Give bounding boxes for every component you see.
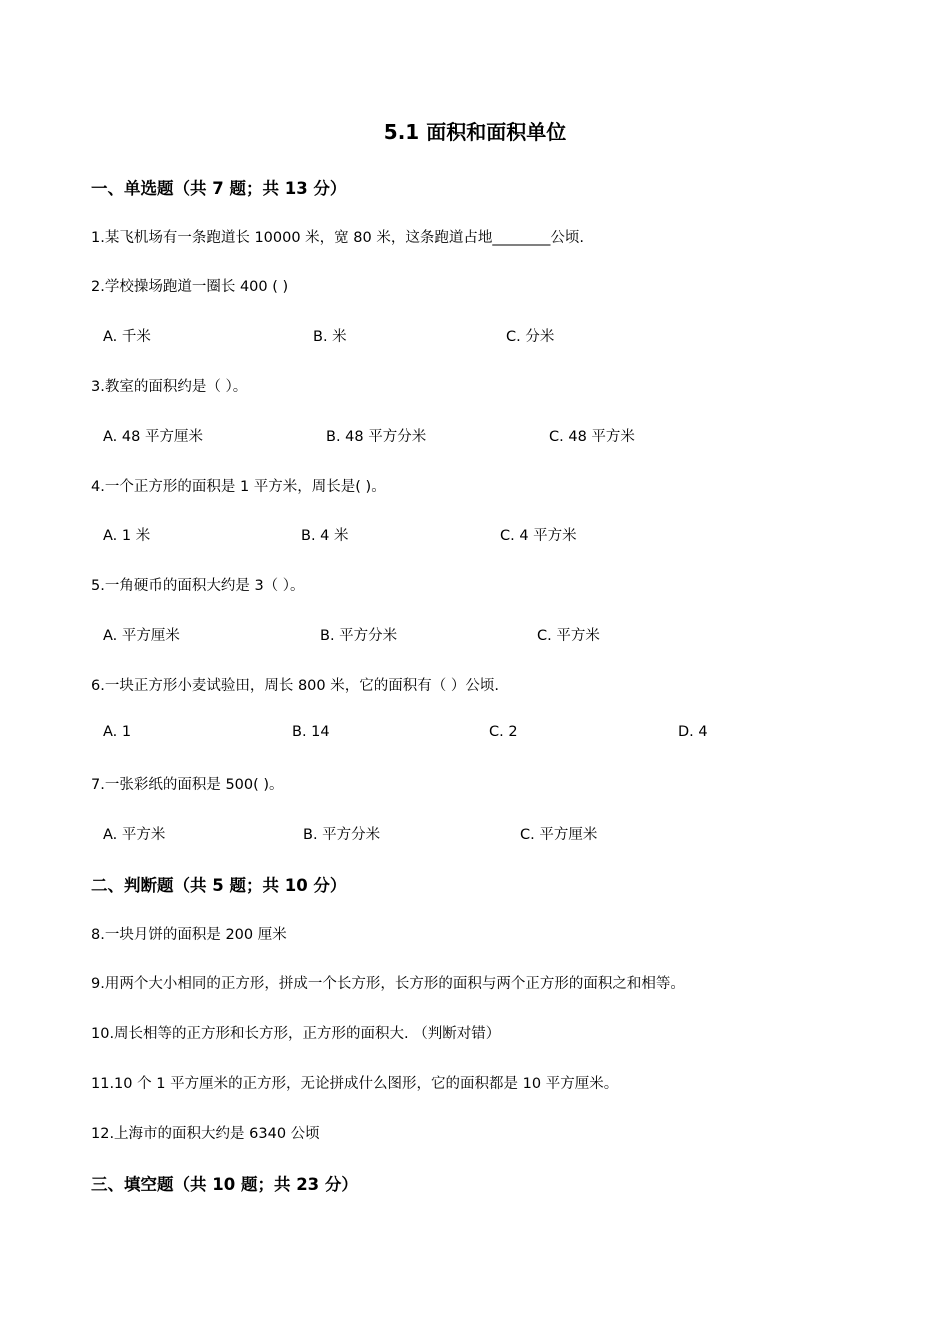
question-2-option-a: A. 千米 [103,329,151,345]
question-4-option-b: B. 4 米 [301,528,349,544]
question-9: 9.用两个大小相同的正方形，拼成一个长方形，长方形的面积与两个正方形的面积之和相等。 [91,976,685,992]
page-title: 5.1 面积和面积单位 [383,120,567,144]
question-5-option-a: A. 平方厘米 [103,628,180,644]
question-2: 2.学校操场跑道一圈长 400 ( ) [91,279,289,295]
question-6-option-d: D. 4 [678,724,708,740]
question-5-option-c: C. 平方米 [537,628,600,644]
question-2-option-c: C. 分米 [506,329,555,345]
question-7-option-c: C. 平方厘米 [520,827,598,843]
question-3: 3.教室的面积约是（ ）。 [91,379,248,395]
question-10: 10.周长相等的正方形和长方形，正方形的面积大. （判断对错） [91,1026,501,1042]
question-12: 12.上海市的面积大约是 6340 公顷 [91,1126,320,1142]
question-5: 5.一角硬币的面积大约是 3（ ）。 [91,578,305,594]
question-7: 7.一张彩纸的面积是 500( )。 [91,777,284,793]
question-6-option-b: B. 14 [292,724,330,740]
question-4-option-a: A. 1 米 [103,528,151,544]
question-6: 6.一块正方形小麦试验田，周长 800 米，它的面积有（ ）公顷. [91,678,499,694]
question-7-option-b: B. 平方分米 [303,827,381,843]
question-6-option-a: A. 1 [103,724,132,740]
question-5-option-b: B. 平方分米 [320,628,398,644]
question-3-option-c: C. 48 平方米 [549,429,635,445]
section-heading-true-false: 二、判断题（共 5 题；共 10 分） [91,876,347,895]
question-2-option-b: B. 米 [313,329,347,345]
question-8: 8.一块月饼的面积是 200 厘米 [91,927,287,943]
question-3-option-b: B. 48 平方分米 [326,429,427,445]
question-4-option-c: C. 4 平方米 [500,528,577,544]
section-heading-single-choice: 一、单选题（共 7 题；共 13 分） [91,179,347,198]
question-1: 1.某飞机场有一条跑道长 10000 米，宽 80 米，这条跑道占地________公顷. [91,230,584,246]
question-11: 11.10 个 1 平方厘米的正方形，无论拼成什么图形，它的面积都是 10 平方厘米。 [91,1076,619,1092]
question-4: 4.一个正方形的面积是 1 平方米，周长是( )。 [91,479,386,495]
question-7-option-a: A. 平方米 [103,827,166,843]
section-heading-fill-blank: 三、填空题（共 10 题；共 23 分） [91,1175,358,1194]
question-6-option-c: C. 2 [489,724,518,740]
question-3-option-a: A. 48 平方厘米 [103,429,203,445]
